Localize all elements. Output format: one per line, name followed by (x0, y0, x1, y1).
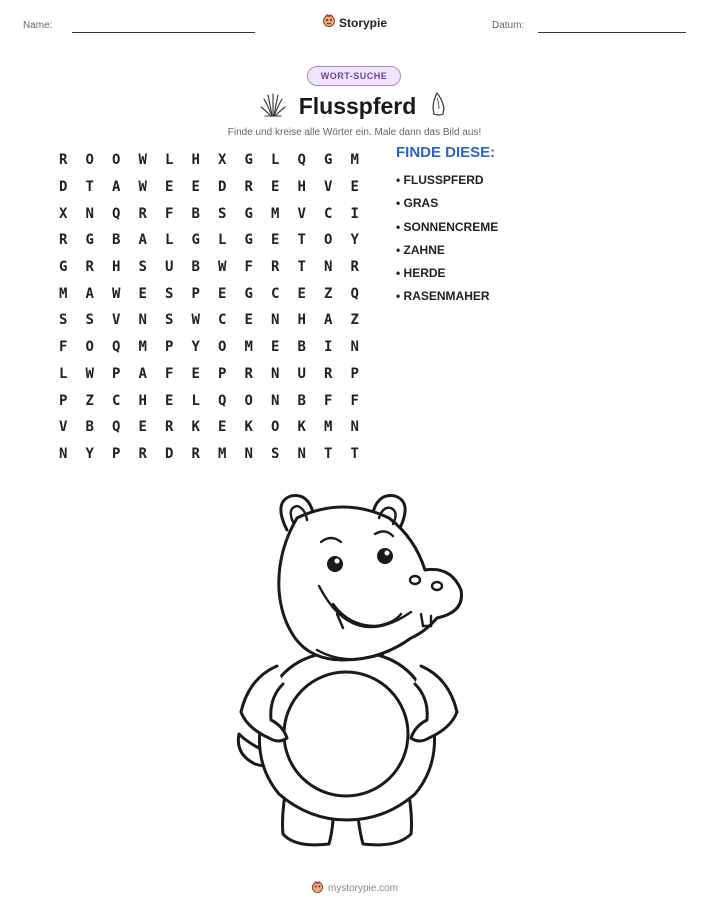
grid-letter[interactable]: A (138, 232, 147, 249)
word-item: • ZAHNE (396, 242, 445, 257)
grid-letter[interactable]: P (218, 365, 227, 382)
grid-letter[interactable]: F (59, 339, 68, 356)
grid-letter[interactable]: R (59, 152, 68, 169)
grid-letter[interactable]: W (138, 152, 147, 169)
grid-letter[interactable]: A (85, 285, 94, 302)
grid-letter[interactable]: L (271, 152, 280, 169)
grid-letter[interactable]: O (218, 339, 227, 356)
grid-letter[interactable]: N (271, 312, 280, 329)
grid-letter[interactable]: H (297, 312, 306, 329)
word-item: • HERDE (396, 266, 446, 281)
grid-letter[interactable]: R (165, 419, 174, 436)
grid-letter[interactable]: E (271, 179, 280, 196)
grid-letter[interactable]: T (85, 179, 94, 196)
grid-letter[interactable]: N (324, 259, 333, 276)
grid-letter[interactable]: B (85, 419, 94, 436)
grid-letter[interactable]: S (85, 312, 94, 329)
grid-letter[interactable]: P (112, 365, 121, 382)
grid-letter[interactable]: Z (85, 392, 94, 409)
footer-url[interactable]: mystorypie.com (327, 882, 398, 894)
grid-letter[interactable]: R (191, 445, 200, 462)
grid-letter[interactable]: L (191, 392, 200, 409)
grid-letter[interactable]: T (297, 259, 306, 276)
grid-letter[interactable]: N (85, 205, 94, 222)
grid-letter[interactable]: G (59, 259, 68, 276)
page-title: Flusspferd (298, 93, 417, 119)
grid-letter[interactable]: W (138, 179, 147, 196)
grid-letter[interactable]: P (165, 339, 174, 356)
grid-letter[interactable]: W (218, 259, 227, 276)
grid-letter[interactable]: E (138, 419, 147, 436)
grid-letter[interactable]: R (138, 445, 147, 462)
grid-letter[interactable]: W (85, 365, 94, 382)
grid-letter[interactable]: R (244, 365, 253, 382)
grid-letter[interactable]: G (85, 232, 94, 249)
grid-letter[interactable]: X (218, 152, 227, 169)
grid-letter[interactable]: C (324, 205, 333, 222)
grid-letter[interactable]: S (218, 205, 227, 222)
grid-letter[interactable]: E (191, 365, 200, 382)
grid-letter[interactable]: P (191, 285, 200, 302)
grid-letter[interactable]: E (244, 312, 253, 329)
grid-letter[interactable]: X (59, 205, 68, 222)
grid-letter[interactable]: A (324, 312, 333, 329)
grid-letter[interactable]: Q (112, 339, 121, 356)
grid-letter[interactable]: T (350, 445, 359, 462)
date-label: Datum: (492, 20, 525, 31)
grid-letter[interactable]: P (350, 365, 359, 382)
grid-letter[interactable]: E (165, 179, 174, 196)
grid-letter[interactable]: E (350, 179, 359, 196)
grid-letter[interactable]: G (244, 232, 253, 249)
grid-letter[interactable]: H (191, 152, 200, 169)
name-line (72, 32, 255, 33)
grid-letter[interactable]: R (85, 259, 94, 276)
word-search-grid[interactable] (50, 147, 368, 467)
grid-letter[interactable]: C (271, 285, 280, 302)
word-list-heading: FINDE DIESE: (396, 144, 496, 161)
grid-letter[interactable]: S (59, 312, 68, 329)
grid-letter[interactable]: W (112, 285, 121, 302)
grid-letter[interactable]: I (324, 339, 333, 356)
grid-letter[interactable]: Z (350, 312, 359, 329)
grid-letter[interactable]: B (191, 259, 200, 276)
grid-letter[interactable]: B (191, 205, 200, 222)
grid-letter[interactable]: F (165, 205, 174, 222)
grid-letter[interactable]: U (165, 259, 174, 276)
hippo-illustration (225, 482, 475, 867)
grid-letter[interactable]: E (218, 419, 227, 436)
grid-letter[interactable]: D (218, 179, 227, 196)
grid-letter[interactable]: M (350, 152, 359, 169)
grid-letter[interactable]: O (112, 152, 121, 169)
grid-letter[interactable]: S (138, 259, 147, 276)
grid-letter[interactable]: R (59, 232, 68, 249)
grid-letter[interactable]: S (165, 285, 174, 302)
grid-letter[interactable]: D (165, 445, 174, 462)
word-item: • FLUSSPFERD (396, 173, 484, 187)
grid-letter[interactable]: C (218, 312, 227, 329)
grid-letter[interactable]: E (271, 232, 280, 249)
grid-letter[interactable]: V (297, 205, 306, 222)
grid-letter[interactable]: V (112, 312, 121, 329)
grid-letter[interactable]: E (218, 285, 227, 302)
brand-name: Storypie (338, 15, 387, 30)
grid-letter[interactable]: E (191, 179, 200, 196)
grid-letter[interactable]: Y (85, 445, 94, 462)
grid-letter[interactable]: Q (112, 205, 121, 222)
grid-letter[interactable]: N (350, 339, 359, 356)
grid-letter[interactable]: G (191, 232, 200, 249)
grid-letter[interactable]: M (59, 285, 68, 302)
grid-letter[interactable]: L (59, 365, 68, 382)
grid-letter[interactable]: V (59, 419, 68, 436)
grid-letter[interactable]: R (138, 205, 147, 222)
grid-letter[interactable]: H (297, 179, 306, 196)
grid-letter[interactable]: R (324, 365, 333, 382)
grid-letter[interactable]: E (297, 285, 306, 302)
grid-letter[interactable]: N (59, 445, 68, 462)
grid-letter[interactable]: N (271, 365, 280, 382)
grid-letter[interactable]: C (112, 392, 121, 409)
grid-letter[interactable]: O (324, 232, 333, 249)
grid-letter[interactable]: Y (350, 232, 359, 249)
grid-letter[interactable]: L (218, 232, 227, 249)
footer (0, 880, 709, 896)
title-row (0, 90, 709, 123)
grid-letter[interactable]: M (271, 205, 280, 222)
grid-letter[interactable]: N (350, 419, 359, 436)
grid-letter[interactable]: E (271, 339, 280, 356)
grid-letter[interactable]: H (138, 392, 147, 409)
grid-letter[interactable]: B (297, 339, 306, 356)
grid-letter[interactable]: K (191, 419, 200, 436)
grid-letter[interactable]: G (324, 152, 333, 169)
brand-header (0, 13, 709, 32)
grid-letter[interactable]: F (324, 392, 333, 409)
grid-letter[interactable]: S (165, 312, 174, 329)
grid-letter[interactable]: K (244, 419, 253, 436)
grid-letter[interactable]: K (297, 419, 306, 436)
grid-letter[interactable]: P (112, 445, 121, 462)
grid-letter[interactable]: P (59, 392, 68, 409)
grid-letter[interactable]: Q (350, 285, 359, 302)
grid-letter[interactable]: A (138, 365, 147, 382)
grid-letter[interactable]: M (324, 419, 333, 436)
grid-letter[interactable]: O (85, 152, 94, 169)
grid-letter[interactable]: M (138, 339, 147, 356)
grid-letter[interactable]: Q (297, 152, 306, 169)
grid-letter[interactable]: L (165, 152, 174, 169)
grid-letter[interactable]: N (271, 392, 280, 409)
grid-letter[interactable]: G (244, 205, 253, 222)
grid-letter[interactable]: N (297, 445, 306, 462)
grid-letter[interactable]: I (350, 205, 359, 222)
grid-letter[interactable]: O (85, 339, 94, 356)
date-line (538, 32, 686, 33)
grid-letter[interactable]: E (165, 392, 174, 409)
grid-letter[interactable]: L (165, 232, 174, 249)
grid-letter[interactable]: G (244, 285, 253, 302)
grid-letter[interactable]: H (112, 259, 121, 276)
word-item: • RASENMAHER (396, 289, 490, 304)
word-list (396, 144, 498, 309)
grid-letter[interactable]: R (244, 179, 253, 196)
name-label: Name: (23, 20, 53, 31)
grid-letter[interactable]: R (271, 259, 280, 276)
grid-letter[interactable]: O (271, 419, 280, 436)
grid-letter[interactable]: Y (191, 339, 200, 356)
grid-letter[interactable]: U (297, 365, 306, 382)
grid-letter[interactable]: T (324, 445, 333, 462)
grid-letter[interactable]: N (138, 312, 147, 329)
grid-letter[interactable]: B (297, 392, 306, 409)
grid-letter[interactable]: E (138, 285, 147, 302)
storypie-logo-icon (311, 880, 324, 896)
grid-letter[interactable]: D (59, 179, 68, 196)
grass-icon (259, 90, 287, 123)
grid-letter[interactable]: M (244, 339, 253, 356)
grid-letter[interactable]: N (244, 445, 253, 462)
tooth-icon (428, 90, 450, 123)
grid-letter[interactable]: W (191, 312, 200, 329)
grid-letter[interactable]: Z (324, 285, 333, 302)
grid-letter[interactable]: O (244, 392, 253, 409)
grid-letter[interactable]: F (244, 259, 253, 276)
grid-letter[interactable]: T (297, 232, 306, 249)
grid-letter[interactable]: Q (112, 419, 121, 436)
grid-letter[interactable]: V (324, 179, 333, 196)
grid-letter[interactable]: M (218, 445, 227, 462)
grid-letter[interactable]: R (350, 259, 359, 276)
instructions: Finde und kreise alle Wörter ein. Male dann das Bild aus! (227, 127, 482, 138)
grid-letter[interactable]: Q (218, 392, 227, 409)
grid-letter[interactable]: G (244, 152, 253, 169)
grid-letter[interactable]: F (165, 365, 174, 382)
storypie-logo-icon (322, 13, 336, 32)
word-item: • SONNENCREME (396, 219, 499, 234)
word-item: • GRAS (396, 196, 439, 211)
grid-letter[interactable]: S (271, 445, 280, 462)
word-search-badge: WORT-SUCHE (307, 66, 401, 86)
grid-letter[interactable]: F (350, 392, 359, 409)
grid-letter[interactable]: B (112, 232, 121, 249)
grid-letter[interactable]: A (112, 179, 121, 196)
